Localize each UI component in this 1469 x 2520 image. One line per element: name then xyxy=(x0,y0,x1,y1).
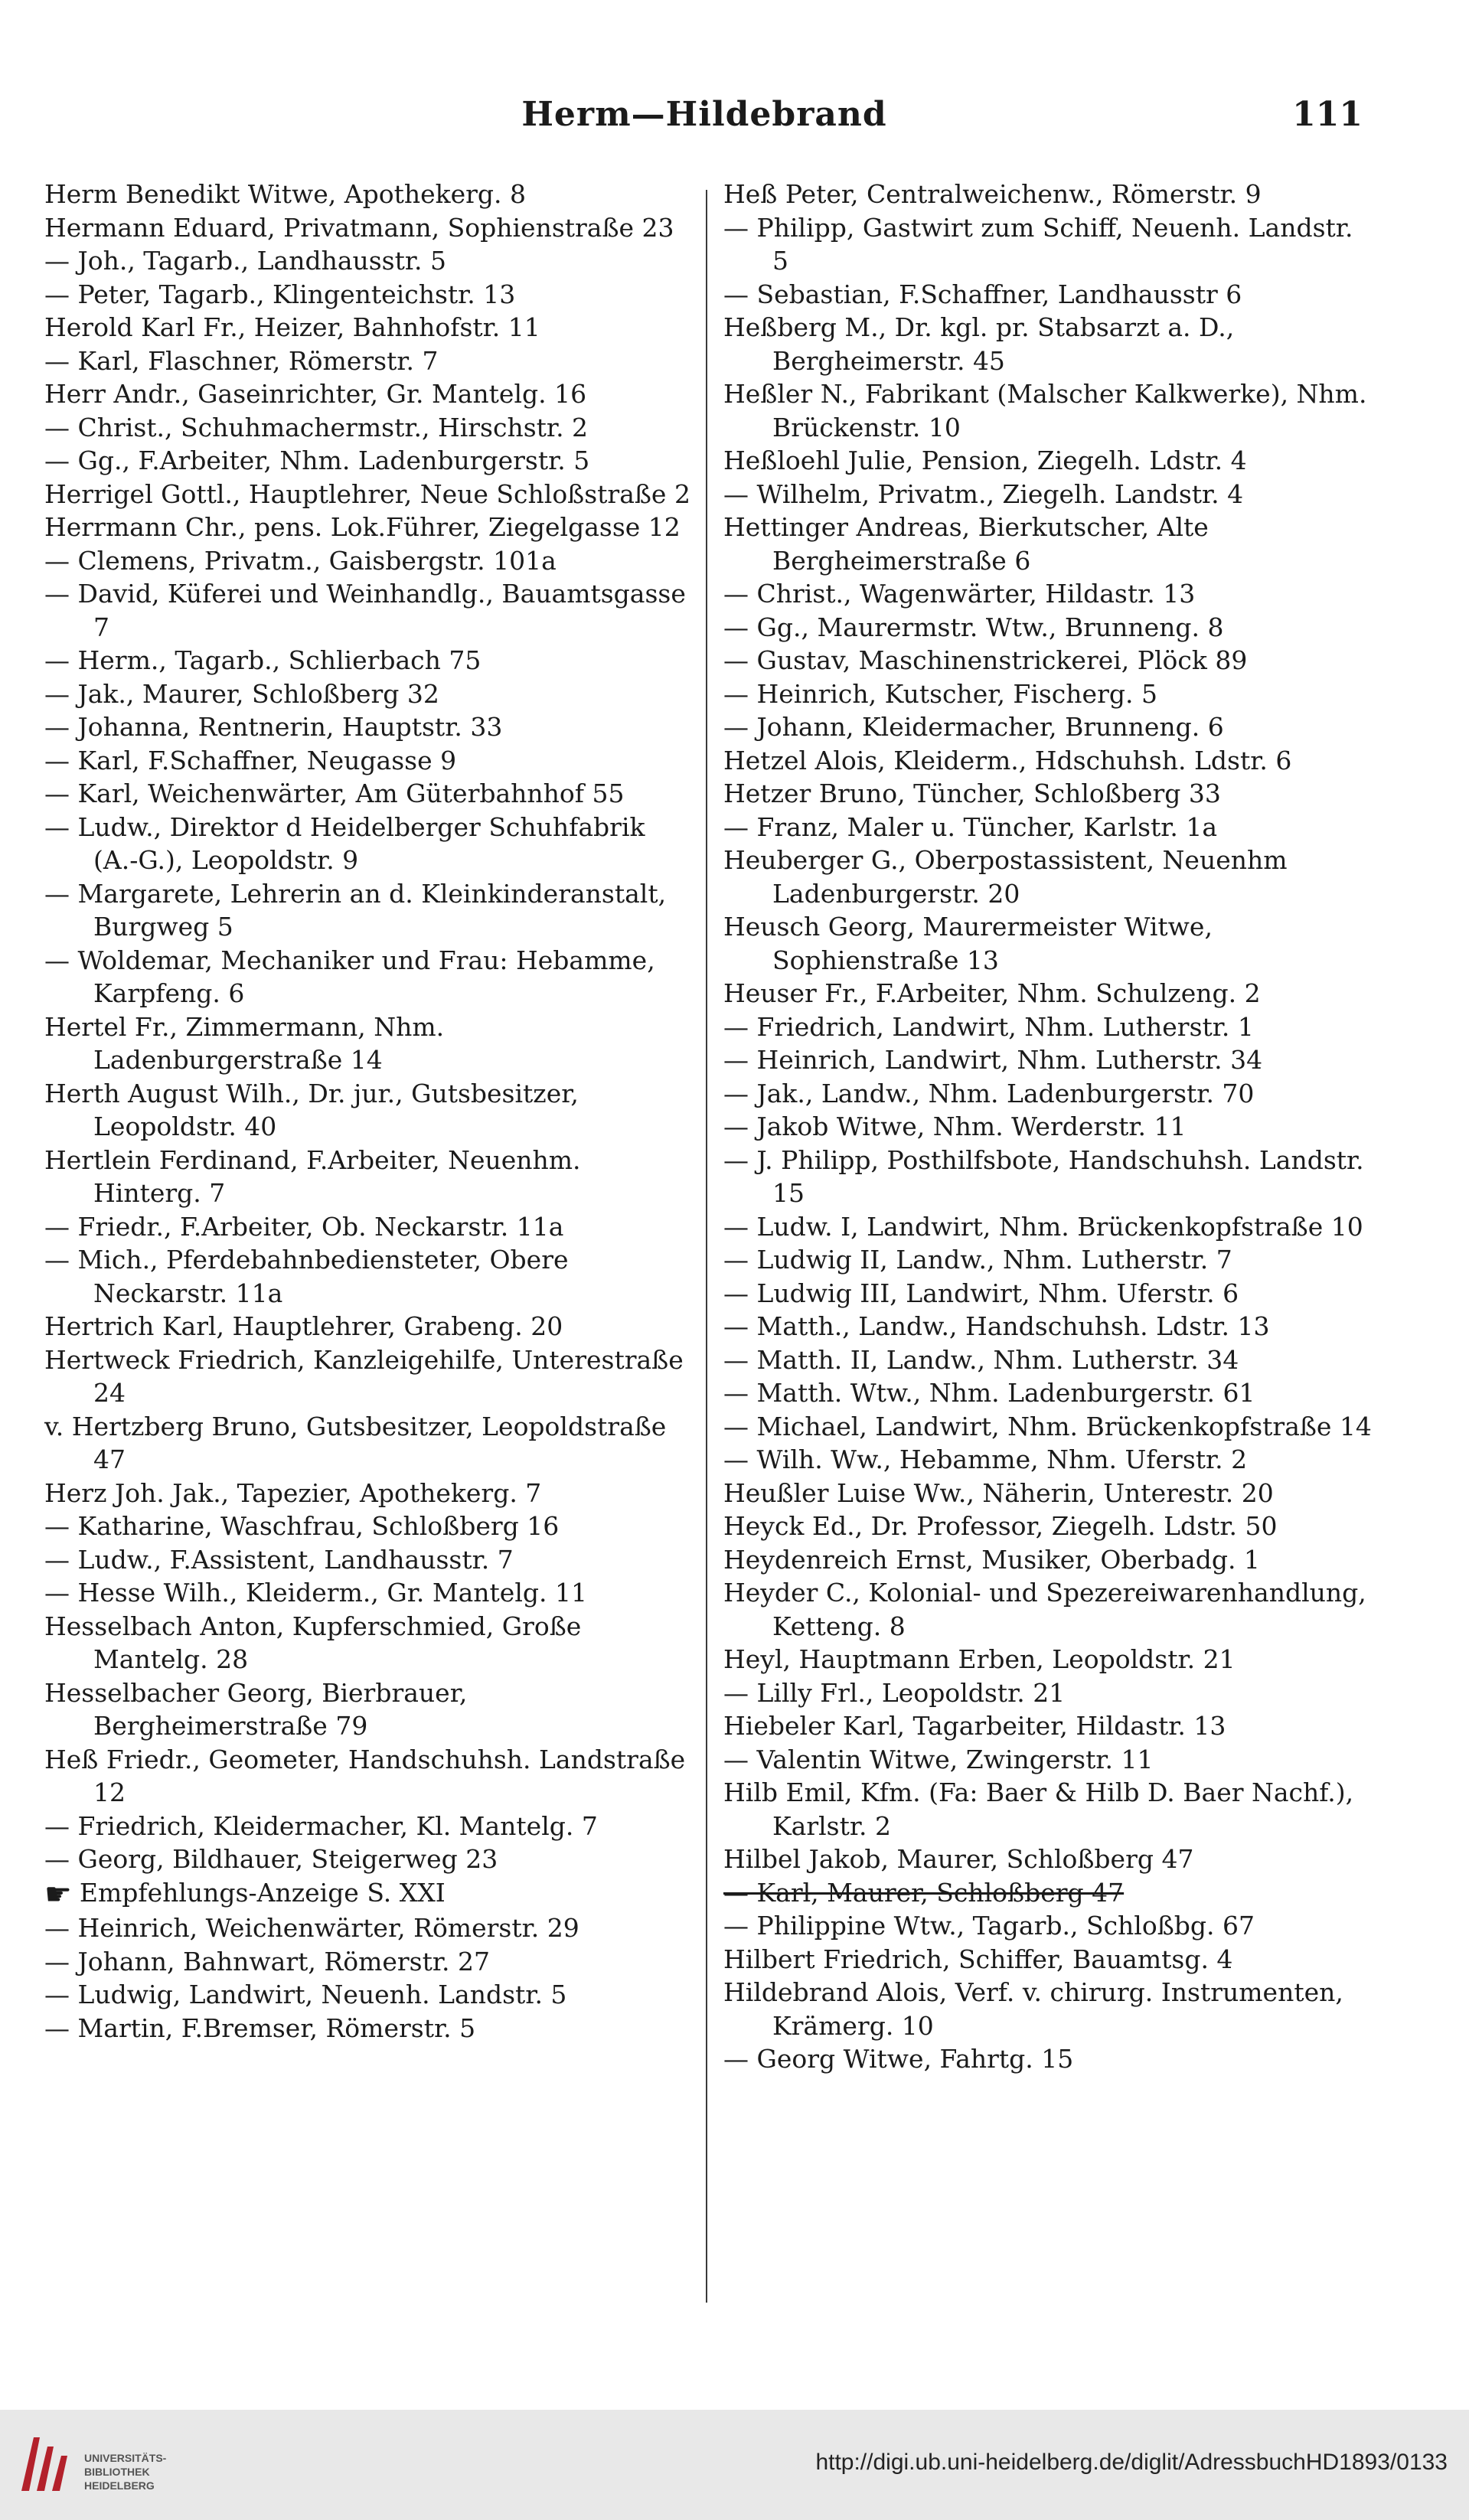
directory-entry xyxy=(723,1976,1374,2042)
directory-entry xyxy=(44,777,695,811)
directory-entry xyxy=(44,1543,695,1577)
entry-text: Hildebrand Alois, Verf. v. chirurg. Instrumenten, Krämerg. 10 xyxy=(723,1977,1343,2041)
university-library-logo-icon xyxy=(17,2430,73,2496)
directory-entry xyxy=(723,444,1374,478)
entry-text: Hertrich Karl, Hauptlehrer, Grabeng. 20 xyxy=(44,1311,563,1341)
entry-text: — Jak., Maurer, Schloßberg 32 xyxy=(44,678,439,709)
directory-entry xyxy=(723,1277,1374,1311)
entry-text: — Philippine Wtw., Tagarb., Schloßbg. 67 xyxy=(723,1911,1255,1941)
directory-entry xyxy=(44,2012,695,2045)
directory-entry xyxy=(723,1477,1374,1510)
directory-entry xyxy=(44,1743,695,1810)
directory-entry xyxy=(723,844,1374,910)
column-divider xyxy=(706,190,707,2303)
directory-entry xyxy=(723,1210,1374,1244)
entry-text: — Ludwig III, Landwirt, Nhm. Uferstr. 6 xyxy=(723,1278,1239,1308)
directory-entry xyxy=(723,644,1374,677)
directory-entry xyxy=(723,278,1374,312)
entry-text: — Ludw., Direktor d Heidelberger Schuhfabrik (A.-G.), Leopoldstr. 9 xyxy=(44,811,645,875)
entry-text: Heydenreich Ernst, Musiker, Oberbadg. 1 xyxy=(723,1544,1260,1575)
directory-entry xyxy=(44,677,695,711)
entry-text: Herz Joh. Jak., Tapezier, Apothekerg. 7 xyxy=(44,1477,542,1508)
entry-text: — Clemens, Privatm., Gaisbergstr. 101a xyxy=(44,545,557,576)
directory-entry xyxy=(44,577,695,644)
entry-text: Hetzer Bruno, Tüncher, Schloßberg 33 xyxy=(723,779,1221,808)
entry-text: — Christ., Wagenwärter, Hildastr. 13 xyxy=(723,579,1196,609)
entry-text: — Wilh. Ww., Hebamme, Nhm. Uferstr. 2 xyxy=(723,1444,1248,1474)
entry-text: — Mich., Pferdebahnbediensteter, Obere Neckarstr. 11a xyxy=(44,1245,569,1308)
entry-text: — Herm., Tagarb., Schlierbach 75 xyxy=(44,645,482,675)
directory-entry xyxy=(723,1010,1374,1044)
entry-text: Hesselbach Anton, Kupferschmied, Große Mantelg. 28 xyxy=(44,1611,582,1674)
entry-text: Herrigel Gottl., Hauptlehrer, Neue Schloßstraße 2 xyxy=(44,478,690,509)
directory-entry xyxy=(723,611,1374,645)
right-column xyxy=(723,178,1374,2076)
directory-entry xyxy=(723,710,1374,744)
entry-text: Heßler N., Fabrikant (Malscher Kalkwerke), Nhm. Brückenstr. 10 xyxy=(723,379,1367,442)
directory-entry xyxy=(723,178,1374,211)
pointing-hand-icon: ☛ xyxy=(44,1876,72,1912)
entry-text: — Sebastian, F.Schaffner, Landhausstr 6 xyxy=(723,279,1242,309)
directory-entry xyxy=(44,1310,695,1343)
directory-entry xyxy=(44,944,695,1010)
entry-text: — Friedrich, Landwirt, Nhm. Lutherstr. 1 xyxy=(723,1011,1254,1042)
directory-entry xyxy=(723,377,1374,444)
entry-text: Herrmann Chr., pens. Lok.Führer, Ziegelgasse 12 xyxy=(44,512,681,542)
directory-entry xyxy=(723,777,1374,811)
directory-entry xyxy=(723,1576,1374,1643)
entry-text: Hilbert Friedrich, Schiffer, Bauamtsg. 4 xyxy=(723,1944,1233,1974)
entry-text: Hertel Fr., Zimmermann, Nhm. Ladenburgerstraße 14 xyxy=(44,1011,445,1075)
directory-entry xyxy=(44,1243,695,1310)
entry-text: Heß Friedr., Geometer, Handschuhsh. Landstraße 12 xyxy=(44,1744,686,1807)
page-number: 111 xyxy=(1292,95,1363,134)
entry-text: — Gg., F.Arbeiter, Nhm. Ladenburgerstr. 5 xyxy=(44,446,590,475)
directory-entry xyxy=(723,311,1374,377)
directory-entry xyxy=(44,1343,695,1410)
entry-text: — Margarete, Lehrerin an d. Kleinkinderanstalt, Burgweg 5 xyxy=(44,878,667,942)
directory-entry xyxy=(723,1310,1374,1343)
entry-text: — Lilly Frl., Leopoldstr. 21 xyxy=(723,1677,1066,1708)
entry-text: Empfehlungs-Anzeige S. XXI xyxy=(79,1877,446,1908)
directory-entry xyxy=(44,211,695,245)
directory-entry xyxy=(723,1709,1374,1743)
directory-entry xyxy=(44,1843,695,1876)
page-header xyxy=(46,84,1363,145)
directory-entry xyxy=(723,1376,1374,1410)
directory-entry xyxy=(723,1043,1374,1077)
entry-text: Hilb Emil, Kfm. (Fa: Baer & Hilb D. Baer Nachf.), Karlstr. 2 xyxy=(723,1777,1354,1841)
entry-text: — Matth., Landw., Handschuhsh. Ldstr. 13 xyxy=(723,1311,1270,1341)
directory-entry xyxy=(44,411,695,445)
directory-entry xyxy=(44,178,695,211)
directory-entry xyxy=(723,211,1374,278)
entry-text: — Philipp, Gastwirt zum Schiff, Neuenh. Landstr. 5 xyxy=(723,212,1353,276)
entry-text: — Jakob Witwe, Nhm. Werderstr. 11 xyxy=(723,1111,1187,1141)
entry-text: — Martin, F.Bremser, Römerstr. 5 xyxy=(44,2012,476,2043)
entry-text: Heusch Georg, Maurermeister Witwe, Sophienstraße 13 xyxy=(723,912,1213,975)
directory-entry xyxy=(44,1144,695,1210)
directory-entry xyxy=(723,1510,1374,1543)
directory-entry xyxy=(723,1909,1374,1943)
entry-text: Hertweck Friedrich, Kanzleigehilfe, Unterestraße 24 xyxy=(44,1344,684,1408)
entry-text: — Johanna, Rentnerin, Hauptstr. 33 xyxy=(44,712,503,742)
entry-text: — Katharine, Waschfrau, Schloßberg 16 xyxy=(44,1511,560,1541)
entry-text: — Gg., Maurermstr. Wtw., Brunneng. 8 xyxy=(723,612,1224,642)
directory-entry xyxy=(44,1978,695,2012)
entry-text: — Ludw., F.Assistent, Landhausstr. 7 xyxy=(44,1544,514,1575)
directory-entry xyxy=(44,811,695,877)
entry-text: — Valentin Witwe, Zwingerstr. 11 xyxy=(723,1744,1154,1774)
directory-entry xyxy=(44,1876,695,1912)
directory-entry xyxy=(44,478,695,511)
directory-entry xyxy=(723,577,1374,611)
directory-entry xyxy=(723,910,1374,977)
directory-entry xyxy=(44,644,695,677)
directory-entry xyxy=(723,1543,1374,1577)
entry-text: Heyck Ed., Dr. Professor, Ziegelh. Ldstr. 50 xyxy=(723,1511,1278,1541)
footer-bar xyxy=(0,2410,1469,2520)
entry-text: — Johann, Bahnwart, Römerstr. 27 xyxy=(44,1946,490,1977)
entry-text: Heßloehl Julie, Pension, Ziegelh. Ldstr. 4 xyxy=(723,446,1247,475)
entry-text: — Johann, Kleidermacher, Brunneng. 6 xyxy=(723,712,1224,742)
entry-text: Hesselbacher Georg, Bierbrauer, Bergheimerstraße 79 xyxy=(44,1677,468,1741)
library-logo-text: UNIVERSITÄTS- BIBLIOTHEK HEIDELBERG xyxy=(84,2452,167,2492)
entry-text: Hilbel Jakob, Maurer, Schloßberg 47 xyxy=(723,1844,1194,1874)
directory-entry xyxy=(723,677,1374,711)
entry-text: Hettinger Andreas, Bierkutscher, Alte Bergheimerstraße 6 xyxy=(723,512,1209,576)
entry-text: Heyder C., Kolonial- und Spezereiwarenhandlung, Ketteng. 8 xyxy=(723,1578,1366,1641)
entry-text: Heyl, Hauptmann Erben, Leopoldstr. 21 xyxy=(723,1644,1236,1674)
entry-text: — Ludwig, Landwirt, Neuenh. Landstr. 5 xyxy=(44,1980,567,2009)
entry-text: Hertlein Ferdinand, F.Arbeiter, Neuenhm. Hinterg. 7 xyxy=(44,1144,581,1208)
entry-text: — Georg Witwe, Fahrtg. 15 xyxy=(723,2044,1074,2074)
entry-text: — Friedrich, Kleidermacher, Kl. Mantelg. 7 xyxy=(44,1810,598,1841)
directory-entry xyxy=(723,1077,1374,1111)
entry-text: — Ludwig II, Landw., Nhm. Lutherstr. 7 xyxy=(723,1245,1232,1275)
directory-entry xyxy=(723,1676,1374,1710)
directory-entry xyxy=(44,877,695,944)
directory-entry xyxy=(723,2042,1374,2076)
entry-text: Heß Peter, Centralweichenw., Römerstr. 9 xyxy=(723,179,1262,209)
directory-entry xyxy=(44,278,695,312)
entry-text: Heuberger G., Oberpostassistent, Neuenhm Ladenburgerstr. 20 xyxy=(723,845,1288,909)
entry-text: — Christ., Schuhmachermstr., Hirschstr. 2 xyxy=(44,412,589,442)
directory-entry xyxy=(44,377,695,411)
directory-entry xyxy=(723,977,1374,1010)
entry-text: — David, Küferei und Weinhandlg., Bauamtsgasse 7 xyxy=(44,579,686,642)
directory-entry xyxy=(44,1010,695,1077)
entry-text: — Woldemar, Mechaniker und Frau: Hebamme, Karpfeng. 6 xyxy=(44,945,655,1008)
directory-entry xyxy=(723,1776,1374,1843)
directory-entry xyxy=(44,1676,695,1743)
entry-text: — Friedr., F.Arbeiter, Ob. Neckarstr. 11a xyxy=(44,1211,564,1242)
directory-entry xyxy=(44,311,695,344)
page-title: Herm—Hildebrand xyxy=(521,95,887,134)
entry-text: — Hesse Wilh., Kleiderm., Gr. Mantelg. 11 xyxy=(44,1578,587,1608)
directory-entry xyxy=(44,1610,695,1676)
directory-entry xyxy=(723,1343,1374,1377)
entry-text: Herr Andr., Gaseinrichter, Gr. Mantelg. 16 xyxy=(44,379,587,409)
entry-text: Herth August Wilh., Dr. jur., Gutsbesitzer, Leopoldstr. 40 xyxy=(44,1078,579,1141)
entry-text: — Karl, Flaschner, Römerstr. 7 xyxy=(44,345,439,376)
directory-entry xyxy=(723,478,1374,511)
left-column xyxy=(44,178,695,2045)
directory-entry xyxy=(723,1410,1374,1444)
directory-entry xyxy=(723,1743,1374,1777)
directory-entry xyxy=(723,811,1374,844)
entry-text: Hetzel Alois, Kleiderm., Hdschuhsh. Ldstr. 6 xyxy=(723,745,1292,775)
entry-text: v. Hertzberg Bruno, Gutsbesitzer, Leopoldstraße 47 xyxy=(44,1411,667,1474)
entry-text: Herm Benedikt Witwe, Apothekerg. 8 xyxy=(44,179,527,209)
entry-text: Heußler Luise Ww., Näherin, Unterestr. 20 xyxy=(723,1477,1274,1508)
directory-entry xyxy=(723,1943,1374,1977)
entry-text: — Matth. II, Landw., Nhm. Lutherstr. 34 xyxy=(723,1344,1239,1375)
entry-text: Heuser Fr., F.Arbeiter, Nhm. Schulzeng. 2 xyxy=(723,978,1261,1008)
directory-entry xyxy=(723,1643,1374,1676)
entry-text: — Peter, Tagarb., Klingenteichstr. 13 xyxy=(44,279,516,309)
directory-entry xyxy=(44,244,695,278)
directory-entry xyxy=(44,1210,695,1244)
directory-entry xyxy=(44,1510,695,1543)
entry-text: — J. Philipp, Posthilfsbote, Handschuhsh. Landstr. 15 xyxy=(723,1144,1364,1208)
entry-text: — Gustav, Maschinenstrickerei, Plöck 89 xyxy=(723,645,1248,675)
directory-entry xyxy=(44,1576,695,1610)
entry-text: — Georg, Bildhauer, Steigerweg 23 xyxy=(44,1844,498,1874)
entry-text: — Joh., Tagarb., Landhausstr. 5 xyxy=(44,246,447,276)
entry-text: — Michael, Landwirt, Nhm. Brückenkopfstraße 14 xyxy=(723,1411,1372,1441)
directory-entry xyxy=(723,511,1374,577)
directory-entry xyxy=(723,1110,1374,1144)
entry-text: — Wilhelm, Privatm., Ziegelh. Landstr. 4 xyxy=(723,478,1244,509)
entry-text: — Matth. Wtw., Nhm. Ladenburgerstr. 61 xyxy=(723,1378,1255,1408)
entry-text: — Heinrich, Kutscher, Fischerg. 5 xyxy=(723,678,1157,709)
directory-entry xyxy=(44,1911,695,1945)
directory-entry xyxy=(723,1443,1374,1477)
directory-entry xyxy=(44,444,695,478)
entry-text: Hermann Eduard, Privatmann, Sophienstraße 23 xyxy=(44,212,674,243)
entry-text: — Karl, F.Schaffner, Neugasse 9 xyxy=(44,745,457,775)
directory-entry xyxy=(44,344,695,378)
directory-entry xyxy=(723,1876,1374,1910)
directory-entry xyxy=(723,1243,1374,1277)
directory-entry xyxy=(44,744,695,778)
entry-text: — Karl, Maurer, Schloßberg 47 xyxy=(723,1877,1125,1908)
directory-entry xyxy=(723,1843,1374,1876)
directory-entry xyxy=(44,544,695,578)
entry-text: Herold Karl Fr., Heizer, Bahnhofstr. 11 xyxy=(44,312,540,342)
directory-entry xyxy=(44,1810,695,1843)
entry-text: — Heinrich, Weichenwärter, Römerstr. 29 xyxy=(44,1913,579,1943)
directory-entry xyxy=(44,1077,695,1144)
directory-entry xyxy=(723,1144,1374,1210)
entry-text: — Ludw. I, Landwirt, Nhm. Brückenkopfstraße 10 xyxy=(723,1211,1363,1242)
directory-entry xyxy=(44,710,695,744)
entry-text: — Jak., Landw., Nhm. Ladenburgerstr. 70 xyxy=(723,1078,1255,1108)
entry-text: Hiebeler Karl, Tagarbeiter, Hildastr. 13 xyxy=(723,1711,1226,1741)
entry-text: — Heinrich, Landwirt, Nhm. Lutherstr. 34 xyxy=(723,1045,1263,1075)
directory-entry xyxy=(44,1410,695,1477)
directory-entry xyxy=(44,511,695,544)
directory-entry xyxy=(723,744,1374,778)
entry-text: — Franz, Maler u. Tüncher, Karlstr. 1a xyxy=(723,811,1218,842)
entry-text: — Karl, Weichenwärter, Am Güterbahnhof 55 xyxy=(44,779,625,808)
directory-entry xyxy=(44,1945,695,1979)
directory-entry xyxy=(44,1477,695,1510)
entry-text: Heßberg M., Dr. kgl. pr. Stabsarzt a. D., Bergheimerstr. 45 xyxy=(723,312,1235,376)
library-logo[interactable] xyxy=(17,2425,201,2502)
source-url-link[interactable]: http://digi.ub.uni-heidelberg.de/diglit/AdressbuchHD1893/0133 xyxy=(815,2450,1448,2475)
